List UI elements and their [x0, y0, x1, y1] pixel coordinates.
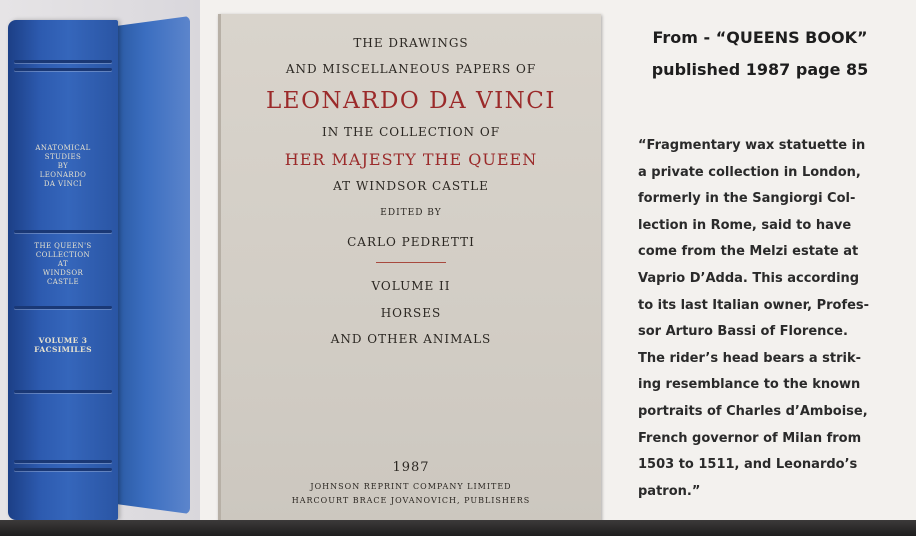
spine-band	[14, 60, 112, 63]
quote-line: formerly in the Sangiorgi Col-	[638, 191, 856, 207]
spine-volume-label: VOLUME 3 FACSIMILES	[34, 336, 92, 354]
title-volume: VOLUME II	[371, 279, 451, 293]
bottom-dark-strip	[0, 520, 916, 536]
title-other-animals: AND OTHER ANIMALS	[330, 332, 492, 346]
book-spine-photo	[4, 12, 194, 524]
title-publisher-2: HARCOURT BRACE JOVANOVICH, PUBLISHERS	[291, 496, 531, 505]
book-cover-edge	[116, 16, 190, 514]
spine-band	[14, 68, 112, 71]
caption-heading-source: From - “QUEENS BOOK”	[652, 28, 868, 47]
quote-line: come from the Melzi estate at	[638, 244, 859, 260]
book-spine	[8, 20, 118, 520]
quote-line: to its last Italian owner, Profes-	[638, 297, 870, 313]
title-line-papers: AND MISCELLANEOUS PAPERS OF	[285, 62, 537, 76]
quote-line: ing resemblance to the known	[638, 377, 861, 393]
quote-line: portraits of Charles d’Amboise,	[638, 403, 868, 419]
title-line-windsor: AT WINDSOR CASTLE	[333, 179, 489, 193]
quote-line: patron.”	[638, 483, 701, 499]
title-line-collection: IN THE COLLECTION OF	[321, 125, 501, 139]
title-leonardo: LEONARDO DA VINCI	[266, 88, 556, 114]
spine-band	[14, 460, 112, 463]
caption-heading-published: published 1987 page 85	[651, 60, 869, 79]
title-editor-name: CARLO PEDRETTI	[347, 235, 475, 249]
spine-title-label: ANATOMICAL STUDIES BY LEONARDO DA VINCI	[35, 144, 91, 188]
title-year: 1987	[392, 460, 430, 475]
quote-line: sor Arturo Bassi of Florence.	[638, 324, 848, 340]
title-horses: HORSES	[380, 306, 442, 320]
quote-line: French governor of Milan from	[638, 430, 862, 446]
quote-line: 1503 to 1511, and Leonardo’s	[638, 457, 858, 473]
quote-line: lection in Rome, said to have	[638, 217, 852, 233]
quote-line: “Fragmentary wax statuette in	[638, 138, 866, 153]
title-edited-by: EDITED BY	[380, 208, 442, 218]
quote-line: Vaprio D’Adda. This according	[638, 270, 860, 286]
title-her-majesty: HER MAJESTY THE QUEEN	[284, 150, 538, 169]
title-line-drawings: THE DRAWINGS	[353, 36, 469, 50]
quote-line: The rider’s head bears a strik-	[638, 350, 862, 366]
caption-quote	[638, 133, 908, 505]
spine-band	[14, 390, 112, 393]
quote-line: a private collection in London,	[638, 164, 861, 180]
spine-band	[14, 230, 112, 233]
spine-band	[14, 306, 112, 309]
spine-band	[14, 468, 112, 471]
spine-collection-label: THE QUEEN'S COLLECTION AT WINDSOR CASTLE	[34, 242, 92, 286]
title-page-photo	[218, 14, 601, 524]
title-divider-rule	[376, 262, 446, 263]
title-publisher-1: JOHNSON REPRINT COMPANY LIMITED	[310, 482, 512, 491]
